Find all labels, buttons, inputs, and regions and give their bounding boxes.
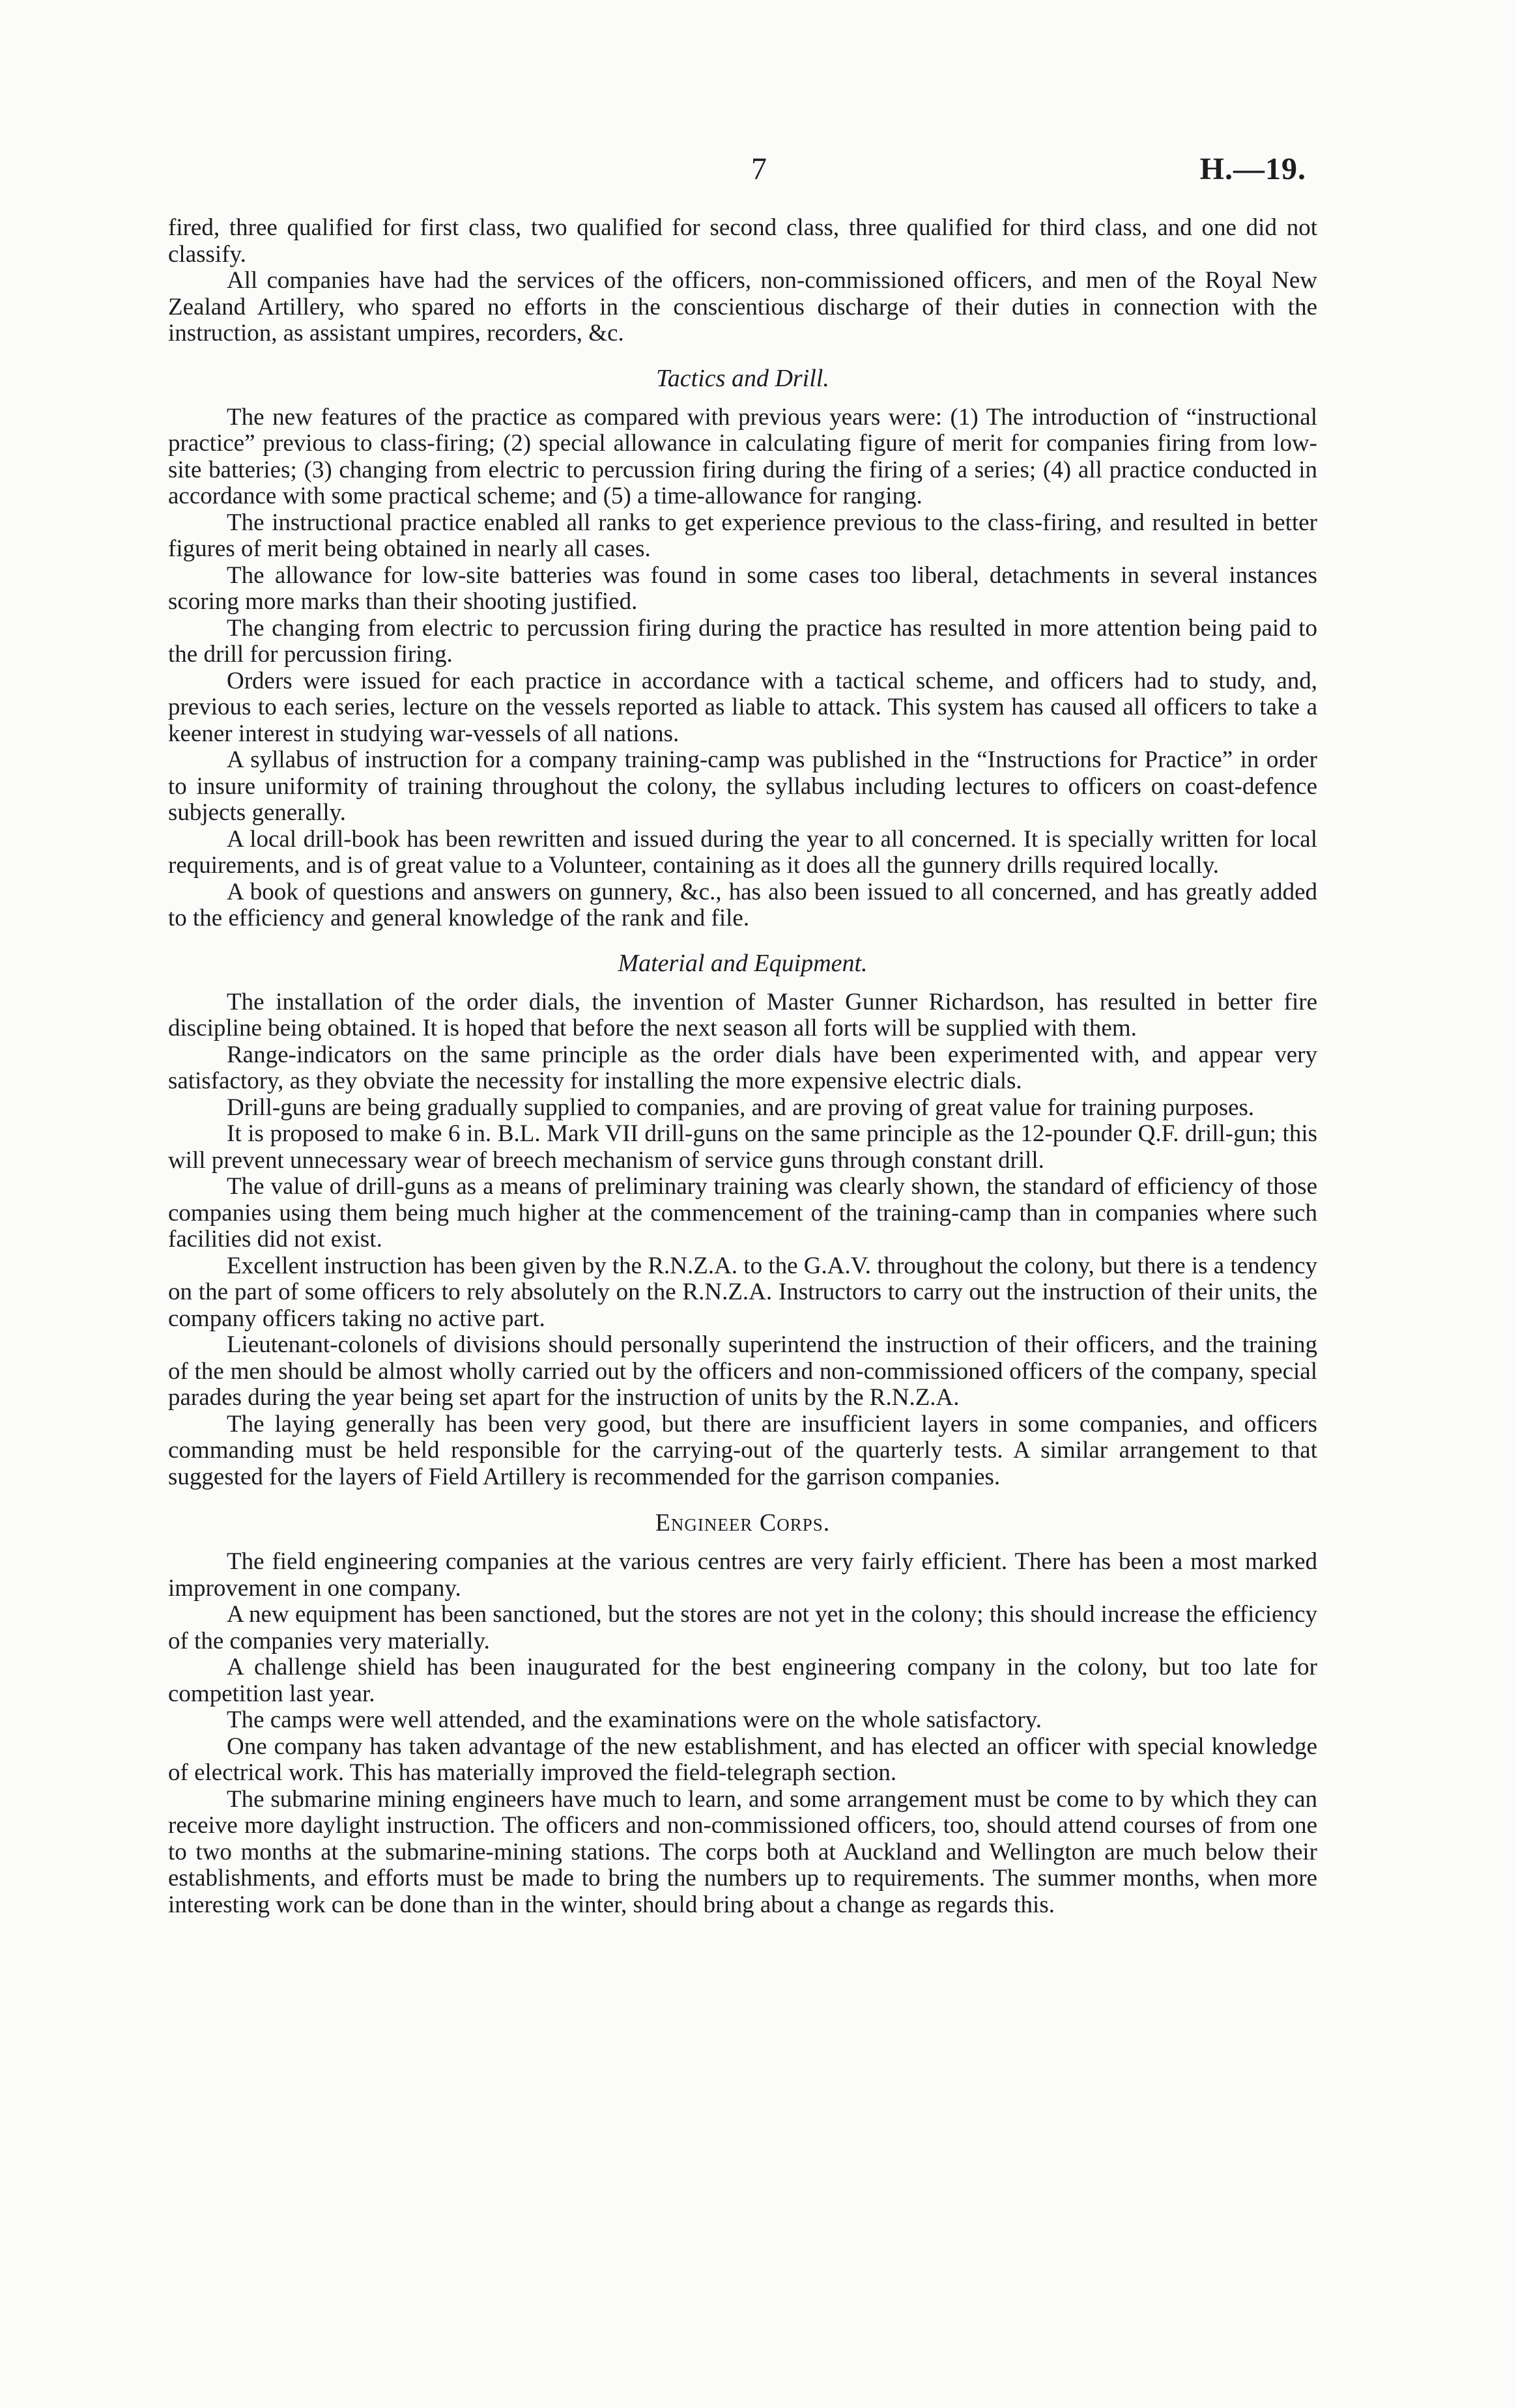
paragraph: A book of questions and answers on gunnery, &c., has also been issued to all concerned, and has greatly added to the efficiency and general knowledge of the rank and file.	[168, 878, 1317, 931]
paragraph: The installation of the order dials, the invention of Master Gunner Richardson, has resulted in better fire discipline being obtained. It is hoped that before the next season all forts will be supplied with them.	[168, 988, 1317, 1041]
section-engineer-corps	[168, 1509, 1317, 1918]
section-material-and-equipment	[168, 949, 1317, 1491]
paragraph: One company has taken advantage of the new establishment, and has elected an officer with special knowledge of electrical work. This has materially improved the field-telegraph section.	[168, 1733, 1317, 1786]
paragraph: Excellent instruction has been given by the R.N.Z.A. to the G.A.V. throughout the colony, but there is a tendency on the part of some officers to rely absolutely on the R.N.Z.A. Instructors to carry out the instruction of their units, the company officers taking no active part.	[168, 1252, 1317, 1332]
section-heading: Tactics and Drill.	[656, 364, 829, 392]
paragraph: The new features of the practice as compared with previous years were: (1) The introduction of “instructional practice” previous to class-firing; (2) special allowance in calculating figure of merit for companies firing from low-site batteries; (3) changing from electric to percussion firing during the firing of a series; (4) all practice conducted in accordance with some practical scheme; and (5) a time-allowance for ranging.	[168, 403, 1317, 509]
paragraph: The changing from electric to percussion firing during the practice has resulted in more attention being paid to the drill for percussion firing.	[168, 614, 1317, 668]
paragraph: The field engineering companies at the various centres are very fairly efficient. There has been a most marked improvement in one company.	[168, 1548, 1317, 1602]
paragraph: The value of drill-guns as a means of preliminary training was clearly shown, the standard of efficiency of those companies using them being much higher at the commencement of the training-camp than in companies where such facilities did not exist.	[168, 1173, 1317, 1253]
section-heading: Engineer Corps.	[655, 1509, 831, 1537]
paragraph: All companies have had the services of the officers, non-commissioned officers, and men of the Royal New Zealand Artillery, who spared no efforts in the conscientious discharge of their duties in connection with the instruction, as assistant umpires, recorders, &c.	[168, 267, 1317, 347]
paragraph: The laying generally has been very good, but there are insufficient layers in some companies, and officers commanding must be held responsible for the carrying-out of the quarterly tests. A similar arrangement to that suggested for the layers of Field Artillery is recommended for the garrison companies.	[168, 1410, 1317, 1490]
paragraph: The allowance for low-site batteries was found in some cases too liberal, detachments in several instances scoring more marks than their shooting justified.	[168, 561, 1317, 615]
page-number: 7	[751, 152, 767, 186]
paragraph: Orders were issued for each practice in accordance with a tactical scheme, and officers had to study, and, previous to each series, lecture on the vessels reported as liable to attack. This system has caused all officers to take a keener interest in studying war-vessels of all nations.	[168, 667, 1317, 747]
paragraph: A new equipment has been sanctioned, but the stores are not yet in the colony; this should increase the efficiency of the companies very materially.	[168, 1601, 1317, 1654]
section-tactics-and-drill	[168, 364, 1317, 932]
paragraph: Range-indicators on the same principle as the order dials have been experimented with, and appear very satisfactory, as they obviate the necessity for installing the more expensive electric dials.	[168, 1041, 1317, 1094]
paragraph: The submarine mining engineers have much to learn, and some arrangement must be come to by which they can receive more daylight instruction. The officers and non-commissioned officers, too, should attend courses of from one to two months at the submarine-mining stations. The corps both at Auckland and Wellington are much below their establishments, and efforts must be made to bring the numbers up to requirements. The summer months, when more interesting work can be done than in the winter, should bring about a change as regards this.	[168, 1785, 1317, 1918]
continuation-paragraph: fired, three qualified for first class, two qualified for second class, three qualified for third class, and one did not classify.	[168, 214, 1317, 268]
paragraph: Lieutenant-colonels of divisions should personally superintend the instruction of their officers, and the training of the men should be almost wholly carried out by the officers and non-commissioned officers of the company, special parades during the year being set apart for the instruction of units by the R.N.Z.A.	[168, 1331, 1317, 1411]
section-heading: Material and Equipment.	[618, 949, 868, 977]
paragraph: A syllabus of instruction for a company training-camp was published in the “Instructions for Practice” in order to insure uniformity of training throughout the colony, the syllabus including lectures to officers on coast-defence subjects generally.	[168, 746, 1317, 826]
paragraph: It is proposed to make 6 in. B.L. Mark VII drill-guns on the same principle as the 12-pounder Q.F. drill-gun; this will prevent unnecessary wear of breech mechanism of service guns through constant drill.	[168, 1120, 1317, 1174]
paragraph: A challenge shield has been inaugurated for the best engineering company in the colony, but too late for competition last year.	[168, 1654, 1317, 1707]
document-reference: H.—19.	[1199, 152, 1306, 186]
paragraph: The camps were well attended, and the examinations were on the whole satisfactory.	[227, 1707, 1042, 1733]
paragraph: A local drill-book has been rewritten and issued during the year to all concerned. It is specially written for local requirements, and is of great value to a Volunteer, containing as it does all the gunnery drills required locally.	[168, 825, 1317, 879]
paragraph: Drill-guns are being gradually supplied to companies, and are proving of great value for training purposes.	[227, 1094, 1255, 1121]
paragraph: The instructional practice enabled all ranks to get experience previous to the class-firing, and resulted in better figures of merit being obtained in nearly all cases.	[168, 509, 1317, 562]
page-content	[168, 215, 1317, 1918]
